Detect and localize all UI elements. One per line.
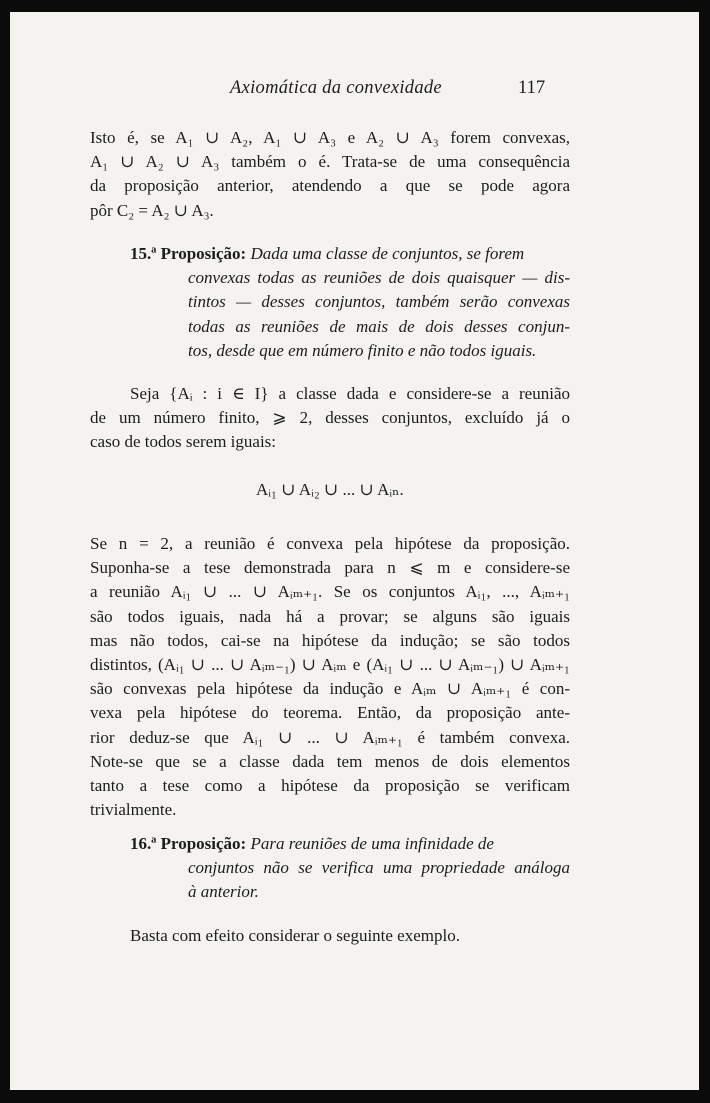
text-line: Basta com efeito considerar o seguinte exemplo. <box>130 926 460 945</box>
running-header <box>10 78 699 108</box>
text-line: à anterior. <box>188 882 259 902</box>
display-formula: Aᵢ₁ ∪ Aᵢ₂ ∪ ... ∪ Aᵢₙ. <box>256 480 404 499</box>
text-line: Seja {Aᵢ : i ∈ I} a classe dada e considere-se a reunião <box>130 384 570 403</box>
page-number: 117 <box>518 78 546 98</box>
text-line: são convexas pela hipótese da indução e Aᵢₘ ∪ Aᵢₘ₊₁ é con- <box>90 679 570 699</box>
text-line: distintos, (Aᵢ₁ ∪ ... ∪ Aᵢₘ₋₁) ∪ Aᵢₘ e (Aᵢ₁ ∪ ... ∪ Aᵢₘ₋₁) ∪ Aᵢₘ₊₁ <box>90 655 570 675</box>
paragraph-4 <box>90 924 570 948</box>
text-line: caso de todos serem iguais: <box>90 432 277 452</box>
text-line: conjuntos não se verifica uma propriedade análoga <box>188 858 570 878</box>
book-page <box>10 12 699 1090</box>
text-line: trivialmente. <box>90 800 177 820</box>
proposition-label: 15.ª Proposição: <box>130 244 247 263</box>
proposition-text: Dada uma classe de conjuntos, se forem <box>250 244 525 263</box>
text-line: a reunião Aᵢ₁ ∪ ... ∪ Aᵢₘ₊₁. Se os conjuntos Aᵢ₁, ..., Aᵢₘ₊₁ <box>90 582 570 602</box>
text-line: mas não todos, cai-se na hipótese da indução; se são todos <box>90 630 570 650</box>
text-line: Note-se que se a classe dada tem menos de dois elementos <box>90 751 570 771</box>
text-line: Isto é, se A₁ ∪ A₂, A₁ ∪ A₃ e A₂ ∪ A₃ forem convexas, <box>90 128 570 147</box>
text-line: da proposição anterior, atendendo a que se pode agora <box>90 176 570 196</box>
proposition-label: 16.ª Proposição: <box>130 834 247 853</box>
paragraph-3 <box>90 532 570 822</box>
text-line: de um número finito, ⩾ 2, desses conjuntos, excluído já o <box>90 408 570 428</box>
proposition-text: Para reuniões de uma infinidade de <box>250 834 494 853</box>
text-line: tintos — desses conjuntos, também serão convexas <box>188 292 570 312</box>
text-line: Se n = 2, a reunião é convexa pela hipótese da proposição. <box>90 534 570 553</box>
text-line: A₁ ∪ A₂ ∪ A₃ também o é. Trata-se de uma consequência <box>90 152 570 172</box>
paragraph-1 <box>90 126 570 223</box>
text-line: tanto a tese como a hipótese da proposição se verificam <box>90 776 570 796</box>
running-title: Axiomática da convexidade <box>230 78 442 98</box>
text-line: vexa pela hipótese do teorema. Então, da proposição ante- <box>90 703 570 723</box>
text-line: convexas todas as reuniões de dois quaisquer — dis- <box>188 268 570 288</box>
paragraph-2 <box>90 382 570 455</box>
text-line: todas as reuniões de mais de dois desses conjun- <box>188 316 570 336</box>
text-line: rior deduz-se que Aᵢ₁ ∪ ... ∪ Aᵢₘ₊₁ é também convexa. <box>90 727 570 747</box>
text-line: são todos iguais, nada há a provar; se alguns são iguais <box>90 606 570 626</box>
text-line: pôr C₂ = A₂ ∪ A₃. <box>90 200 214 220</box>
text-line: tos, desde que em número finito e não todos iguais. <box>188 340 537 360</box>
proposition-first-line <box>130 832 570 856</box>
text-line: Suponha-se a tese demonstrada para n ⩽ m e considere-se <box>90 558 570 578</box>
proposition-15 <box>130 242 570 363</box>
proposition-first-line <box>130 242 570 266</box>
proposition-16 <box>130 832 570 905</box>
